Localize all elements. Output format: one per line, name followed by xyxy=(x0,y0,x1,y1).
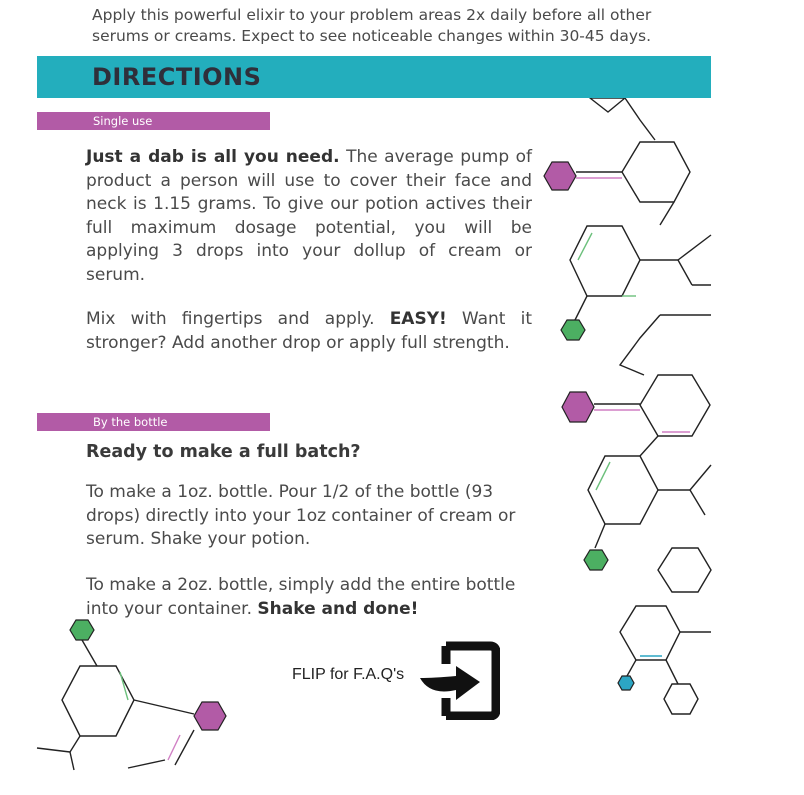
single-use-paragraph-1 xyxy=(86,146,532,287)
flip-exit-arrow-icon xyxy=(416,638,500,720)
by-the-bottle-tag: By the bottle xyxy=(37,413,270,431)
directions-title: DIRECTIONS xyxy=(92,63,262,91)
two-oz-text: To make a 2oz. bottle, simply add the entire bottle into your container. xyxy=(86,575,516,619)
single-use-paragraph-2 xyxy=(86,308,532,355)
stronger-text: Want it stronger? Add another drop or apply full strength. xyxy=(86,309,532,353)
intro-line-2: serums or creams. Expect to see noticeable changes within 30-45 days. xyxy=(92,27,652,45)
two-oz-paragraph xyxy=(86,574,532,621)
full-batch-heading: Ready to make a full batch? xyxy=(86,442,361,462)
intro-line-1: Apply this powerful elixir to your problem areas 2x daily before all other xyxy=(92,6,652,24)
intro-text xyxy=(92,5,702,47)
single-use-body: The average pump of product a person will use to cover their face and neck is 1.15 grams. To give our potion actives their full maximum dosage potential, you will be applying 3 drops into your dollup of cream or serum. xyxy=(86,147,532,285)
flip-label: FLIP for F.A.Q's xyxy=(292,666,405,683)
single-use-tag: Single use xyxy=(37,112,270,130)
single-use-lead: Just a dab is all you need. xyxy=(86,147,340,167)
easy-text: EASY! xyxy=(389,309,447,329)
mix-text: Mix with fingertips and apply. xyxy=(86,309,390,329)
shake-done-text: Shake and done! xyxy=(257,598,419,619)
one-oz-paragraph: To make a 1oz. bottle. Pour 1/2 of the bottle (93 drops) directly into your 1oz container of cream or serum. Shake your potion. xyxy=(86,482,516,549)
